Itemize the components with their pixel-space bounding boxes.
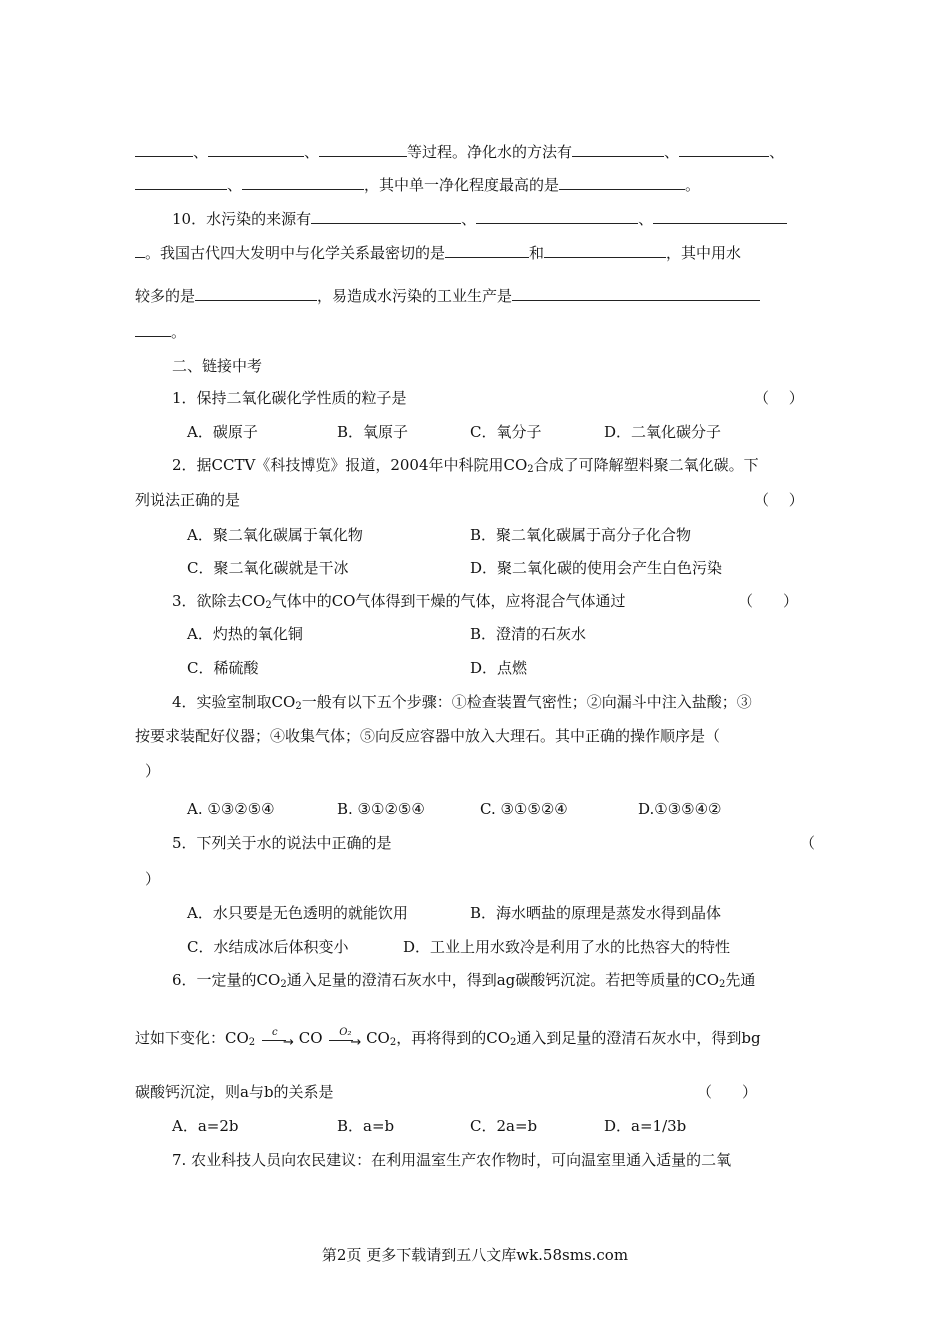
sep: 、 <box>638 210 654 228</box>
q9-line2 <box>135 175 700 195</box>
q9-text: ，其中单一净化程度最高的是 <box>364 176 560 194</box>
arrow-label: O₂ <box>339 1027 352 1038</box>
q4-stem <box>172 692 752 712</box>
q6-option-d[interactable]: D．a=1/3b <box>604 1117 687 1135</box>
answer-bracket-close: ） <box>145 870 161 888</box>
q10-line2 <box>135 243 741 263</box>
sep: 、 <box>193 143 209 161</box>
q3-option-b[interactable]: B．澄清的石灰水 <box>470 625 587 643</box>
q6-text: 通入到足量的澄清石灰水中，得到bg <box>516 1029 761 1047</box>
q6-option-b[interactable]: B．a=b <box>337 1117 395 1135</box>
blank[interactable] <box>135 175 227 190</box>
q7-stem: 7. 农业科技人员向农民建议：在利用温室生产农作物时，可向温室里通入适量的二氧 <box>172 1151 732 1169</box>
blank[interactable] <box>195 286 317 301</box>
period: 。 <box>171 323 187 341</box>
q6-line3: 碳酸钙沉淀，则a与b的关系是 <box>135 1083 334 1101</box>
q6-text: 通入足量的澄清石灰水中，得到ag碳酸钙沉淀。若把等质量的CO <box>286 971 720 989</box>
q4-option-c[interactable]: C. ③①⑤②④ <box>480 800 568 818</box>
answer-bracket[interactable]: （ ） <box>754 389 804 407</box>
q4-option-d[interactable]: D.①③⑤④② <box>638 800 722 818</box>
q1-option-c[interactable]: C．氧分子 <box>470 423 542 441</box>
period: 。 <box>685 176 701 194</box>
q2-text: 2．据CCTV《科技博览》报道，2004年中科院用CO <box>172 456 528 474</box>
q1-stem: 1．保持二氧化碳化学性质的粒子是 <box>172 389 407 407</box>
blank[interactable] <box>679 142 769 157</box>
q10-line3 <box>135 286 760 306</box>
sep: 、 <box>769 143 785 161</box>
sep: 、 <box>227 176 243 194</box>
answer-bracket[interactable]: （ ） <box>697 1083 758 1101</box>
sep: 、 <box>664 143 680 161</box>
q2-option-b[interactable]: B．聚二氧化碳属于高分子化合物 <box>470 526 692 544</box>
q4-text: 4．实验室制取CO <box>172 693 296 711</box>
q3-stem <box>172 591 625 611</box>
q4-stem-line3: ） <box>145 762 161 780</box>
q6-text: CO <box>298 1029 323 1047</box>
q4-stem-line2: 按要求装配好仪器；④收集气体；⑤向反应容器中放入大理石。其中正确的操作顺序是（ <box>135 727 721 745</box>
answer-bracket-open[interactable]: （ <box>800 834 816 852</box>
blank[interactable] <box>512 286 760 301</box>
q6-line1 <box>172 970 755 990</box>
q4-option-b[interactable]: B. ③①②⑤④ <box>337 800 425 818</box>
section-title: 二、链接中考 <box>172 357 263 375</box>
blank[interactable] <box>653 209 787 224</box>
page-footer: 第2页 更多下载请到五八文库wk.58sms.com <box>321 1246 629 1264</box>
q6-text: CO <box>366 1029 390 1047</box>
q10-text: 较多的是 <box>135 287 196 305</box>
q4-text: 一般有以下五个步骤：①检查装置气密性；②向漏斗中注入盐酸；③ <box>301 693 752 711</box>
q6-text: 先通 <box>725 971 756 989</box>
q6-line2 <box>135 1028 761 1049</box>
blank[interactable] <box>135 243 145 258</box>
q9-text: 等过程。净化水的方法有 <box>407 143 573 161</box>
subscript: 2 <box>719 979 726 990</box>
answer-bracket[interactable]: （ ） <box>754 491 804 509</box>
q2-stem-line2: 列说法正确的是 <box>135 491 241 509</box>
q4-option-a[interactable]: A. ①③②⑤④ <box>187 800 275 818</box>
q5-stem: 5．下列关于水的说法中正确的是 <box>172 834 392 852</box>
q9-line1 <box>135 142 784 162</box>
q3-option-c[interactable]: C．稀硫酸 <box>187 659 259 677</box>
q5-option-a[interactable]: A．水只要是无色透明的就能饮用 <box>187 904 408 922</box>
q10-text: 。我国古代四大发明中与化学关系最密切的是 <box>145 244 446 262</box>
q3-text: 3．欲除去CO <box>172 592 266 610</box>
q2-option-a[interactable]: A．聚二氧化碳属于氧化物 <box>187 526 363 544</box>
subscript: 2 <box>280 979 287 990</box>
q3-option-d[interactable]: D．点燃 <box>470 659 528 677</box>
q5-option-b[interactable]: B．海水晒盐的原理是蒸发水得到晶体 <box>470 904 722 922</box>
q10-text: ，其中用水 <box>666 244 742 262</box>
q10-text: 和 <box>529 244 545 262</box>
subscript: 2 <box>295 701 302 712</box>
q1-option-a[interactable]: A．碳原子 <box>187 423 258 441</box>
arrow-head-icon: → <box>350 1035 362 1050</box>
blank[interactable] <box>135 322 171 337</box>
subscript: 2 <box>248 1037 256 1048</box>
q1-option-b[interactable]: B．氧原子 <box>337 423 409 441</box>
q2-stem <box>172 455 759 475</box>
q10-line4 <box>135 322 186 342</box>
sep: 、 <box>304 143 320 161</box>
q6-option-a[interactable]: A．a=2b <box>172 1117 239 1135</box>
q6-text: 过如下变化：CO <box>135 1029 249 1047</box>
arrow-head-icon: → <box>283 1035 294 1050</box>
q3-text: 气体中的CO气体得到干燥的气体，应将混合气体通过 <box>271 592 626 610</box>
subscript: 2 <box>389 1037 397 1048</box>
reaction-arrow <box>260 1029 294 1049</box>
q1-option-d[interactable]: D．二氧化碳分子 <box>604 423 722 441</box>
q3-option-a[interactable]: A．灼热的氧化铜 <box>187 625 303 643</box>
blank[interactable] <box>242 175 364 190</box>
blank[interactable] <box>572 142 664 157</box>
q5-option-c[interactable]: C．水结成冰后体积变小 <box>187 938 349 956</box>
q2-option-c[interactable]: C．聚二氧化碳就是干冰 <box>187 559 349 577</box>
q2-option-d[interactable]: D．聚二氧化碳的使用会产生白色污染 <box>470 559 723 577</box>
q6-option-c[interactable]: C．2a=b <box>470 1117 538 1135</box>
arrow-label: c <box>271 1027 278 1038</box>
blank[interactable] <box>208 142 304 157</box>
subscript: 2 <box>527 464 534 475</box>
blank[interactable] <box>476 209 638 224</box>
sep: 、 <box>461 210 477 228</box>
q10-line1 <box>172 209 787 229</box>
blank[interactable] <box>319 142 407 157</box>
q10-stem: 10．水污染的来源有 <box>172 210 312 228</box>
answer-bracket[interactable]: （ ） <box>738 592 799 610</box>
blank[interactable] <box>544 243 666 258</box>
q2-text: 合成了可降解塑料聚二氧化碳。下 <box>533 456 759 474</box>
blank[interactable] <box>559 175 685 190</box>
q6-text: ，再将得到的CO <box>396 1029 510 1047</box>
q6-text: 6．一定量的CO <box>172 971 281 989</box>
blank[interactable] <box>311 209 461 224</box>
q5-option-d[interactable]: D．工业上用水致冷是利用了水的比热容大的特性 <box>403 938 731 956</box>
blank[interactable] <box>135 142 193 157</box>
subscript: 2 <box>510 1037 517 1048</box>
q10-text: ，易造成水污染的工业生产是 <box>317 287 513 305</box>
blank[interactable] <box>445 243 529 258</box>
reaction-arrow <box>327 1029 361 1049</box>
subscript: 2 <box>265 600 272 611</box>
